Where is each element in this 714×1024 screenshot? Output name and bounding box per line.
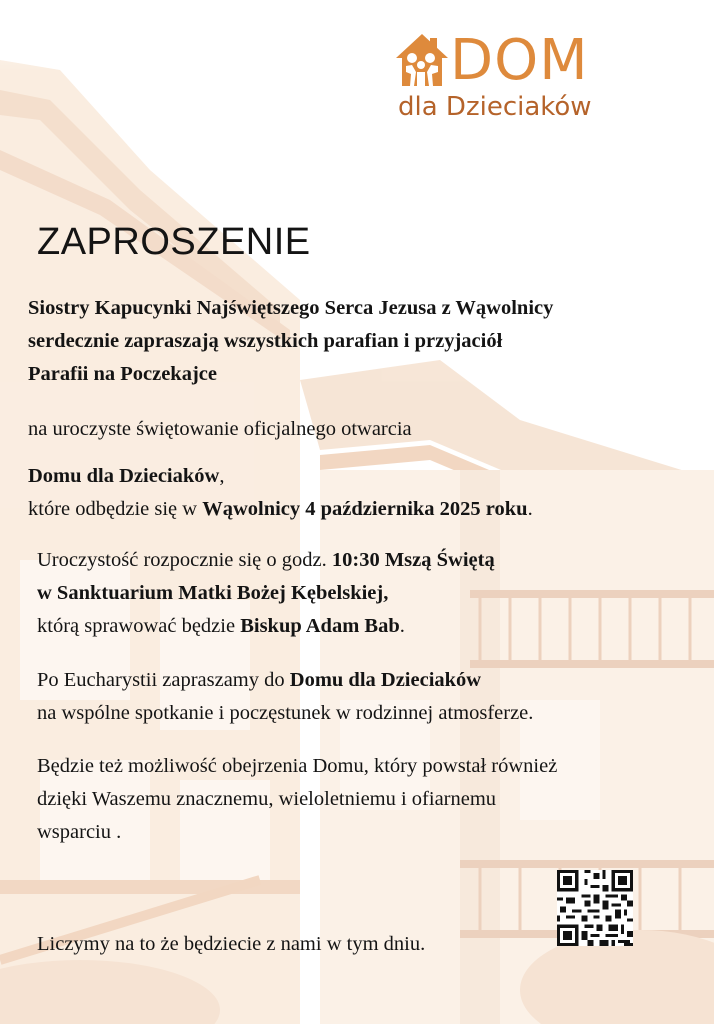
mass-place: w Sanktuarium Matki Bożej Kębelskiej, [37, 582, 389, 604]
tour-line-1: Będzie też możliwość obejrzenia Domu, który powstał również [37, 755, 558, 777]
closing-text: Liczymy na to że będziecie z nami w tym dniu. [37, 933, 426, 955]
page-title: ZAPROSZENIE [37, 221, 311, 263]
occasion-text: na uroczyste świętowanie oficjalnego otwarcia [28, 418, 412, 440]
intro-line-3: Parafii na Poczekajce [28, 363, 217, 385]
celebrant-prefix: którą sprawować będzie [37, 615, 241, 637]
date-place: Wąwolnicy 4 października 2025 roku [202, 498, 528, 520]
after-paragraph [37, 664, 533, 730]
date-suffix: . [527, 498, 533, 520]
after-prefix: Po Eucharystii zapraszamy do [37, 669, 290, 691]
house-paragraph [28, 460, 533, 526]
logo-subtitle: dla Dzieciaków [398, 92, 592, 122]
house-comma: , [219, 465, 225, 487]
mass-paragraph [37, 544, 495, 643]
logo [394, 28, 634, 128]
after-house-name: Domu dla Dzieciaków [289, 669, 482, 691]
house-with-children-icon [394, 32, 450, 88]
celebrant-name: Biskup Adam Bab [240, 615, 400, 637]
mass-prefix: Uroczystość rozpocznie się o godz. [37, 549, 332, 571]
after-line-2: na wspólne spotkanie i poczęstunek w rodzinnej atmosferze. [37, 702, 534, 724]
logo-word: DOM [450, 28, 589, 93]
tour-paragraph [37, 750, 557, 849]
mass-time: 10:30 Mszą Świętą [331, 549, 495, 571]
tour-line-2: dzięki Waszemu znacznemu, wieloletniemu i ofiarnemu [37, 788, 497, 810]
intro-line-1: Siostry Kapucynki Najświętszego Serca Jezusa z Wąwolnicy [28, 297, 554, 319]
intro-paragraph [28, 292, 553, 391]
date-prefix: które odbędzie się w [28, 498, 203, 520]
tour-line-3: wsparciu . [37, 821, 122, 843]
celebrant-suffix: . [399, 615, 405, 637]
house-name: Domu dla Dzieciaków [28, 465, 220, 487]
intro-line-2: serdecznie zapraszają wszystkich parafian i przyjaciół [28, 330, 503, 352]
qr-code-icon[interactable] [557, 870, 633, 946]
